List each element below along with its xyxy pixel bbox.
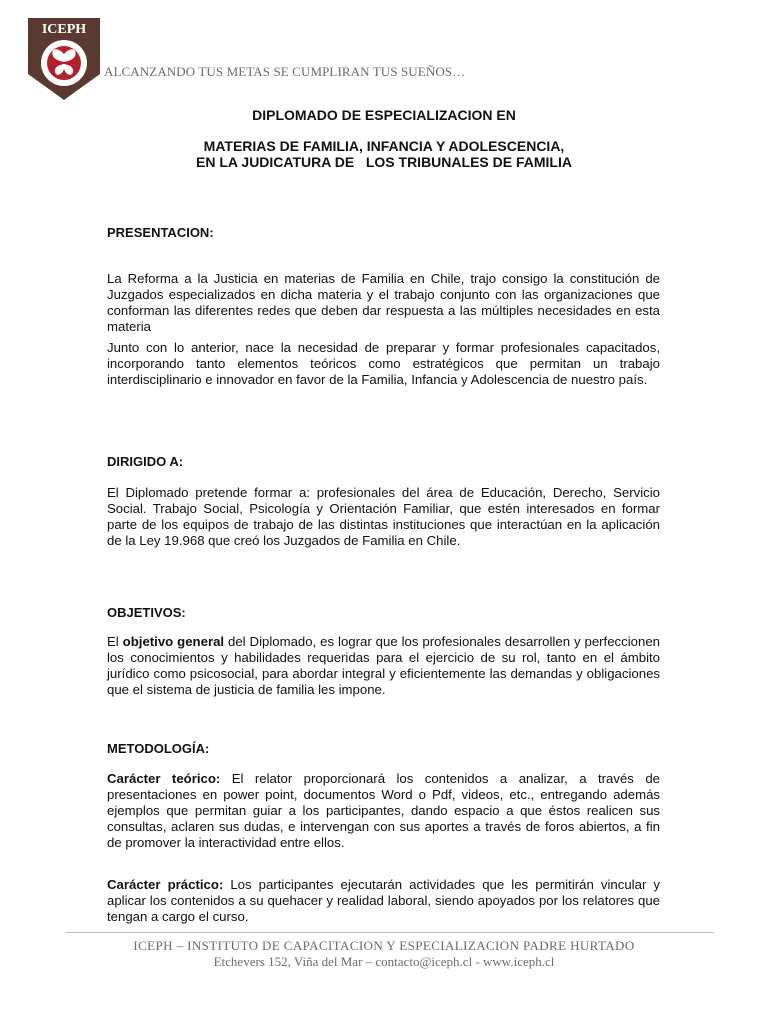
teorico-label: Carácter teórico: — [107, 771, 221, 786]
document-subtitle — [0, 138, 768, 170]
section-heading-presentacion: PRESENTACION: — [107, 225, 214, 240]
tagline: ALCANZANDO TUS METAS SE CUMPLIRAN TUS SUEÑOS… — [104, 64, 466, 79]
objetivo-general-label: objetivo general — [122, 634, 225, 649]
presentacion-paragraph-2: Junto con lo anterior, nace la necesidad de preparar y formar profesionales capacitados, incorporando tanto elementos teóricos como estratégicos que permitan un trabajo interdisciplinario e innovador en favor de la Familia, Infancia y Adolescencia de nuestro país. — [107, 340, 660, 387]
dirigido-paragraph: El Diplomado pretende formar a: profesionales del área de Educación, Derecho, Servicio Social. Trabajo Social, Psicología y Orientación Familiar, que estén interesados en formar parte de los equipos de trabajo de las distintas instituciones que interactúan en la aplicación de la Ley 19.968 que creó los Juzgados de Familia en Chile. — [107, 485, 660, 548]
practico-text: Los participantes ejecutarán actividades que les permitirán vincular y aplicar los contenidos a su quehacer y realidad laboral, siendo apoyados por los relatores que tengan a cargo el curso. — [107, 877, 660, 924]
section-heading-metodologia: METODOLOGÍA: — [107, 741, 210, 756]
logo-text: ICEPH — [41, 22, 87, 37]
footer-contact: Etchevers 152, Viña del Mar – contacto@iceph.cl - www.iceph.cl — [213, 954, 555, 969]
iceph-logo — [24, 16, 104, 102]
subtitle-line-2: EN LA JUDICATURA DE LOS TRIBUNALES DE FAMILIA — [196, 154, 572, 170]
subtitle-line-1: MATERIAS DE FAMILIA, INFANCIA Y ADOLESCENCIA, — [203, 138, 565, 154]
teorico-text: El relator proporcionará los contenidos a analizar, a través de presentaciones en power point, documentos Word o Pdf, videos, etc., entregando además ejemplos que permitan guiar a los participantes, dando espacio a que éstos realicen sus consultas, aclaren sus dudas, e intervengan con sus aportes a través de foros abiertos, a fin de promover la interactividad entre ellos. — [107, 771, 660, 850]
section-heading-objetivos: OBJETIVOS: — [107, 605, 186, 620]
presentacion-paragraph-1: La Reforma a la Justicia en materias de Familia en Chile, trajo consigo la constitución de Juzgados especializados en dicha materia y el trabajo conjunto con las organizaciones que conforman las diferentes redes que deben dar respuesta a las múltiples necesidades en esta materia — [107, 271, 660, 334]
objetivos-text-post: del Diplomado, es lograr que los profesionales desarrollen y perfeccionen los conocimientos y habilidades requeridas para el ejercicio de su rol, tanto en el ámbito jurídico como psicosocial, para abordar integral y eficientemente las demandas y obligaciones que el sistema de justicia de familia les impone. — [107, 634, 660, 697]
objetivos-text-pre: El — [107, 634, 123, 649]
document-title: DIPLOMADO DE ESPECIALIZACION EN — [252, 107, 516, 123]
metodologia-practico-paragraph — [107, 877, 660, 925]
practico-label: Carácter práctico: — [107, 877, 224, 892]
footer-institution: ICEPH – INSTITUTO DE CAPACITACION Y ESPECIALIZACION PADRE HURTADO — [133, 938, 635, 953]
footer-divider — [66, 932, 714, 933]
section-heading-dirigido: DIRIGIDO A: — [107, 454, 184, 469]
objetivos-paragraph — [107, 634, 660, 698]
metodologia-teorico-paragraph — [107, 771, 660, 851]
